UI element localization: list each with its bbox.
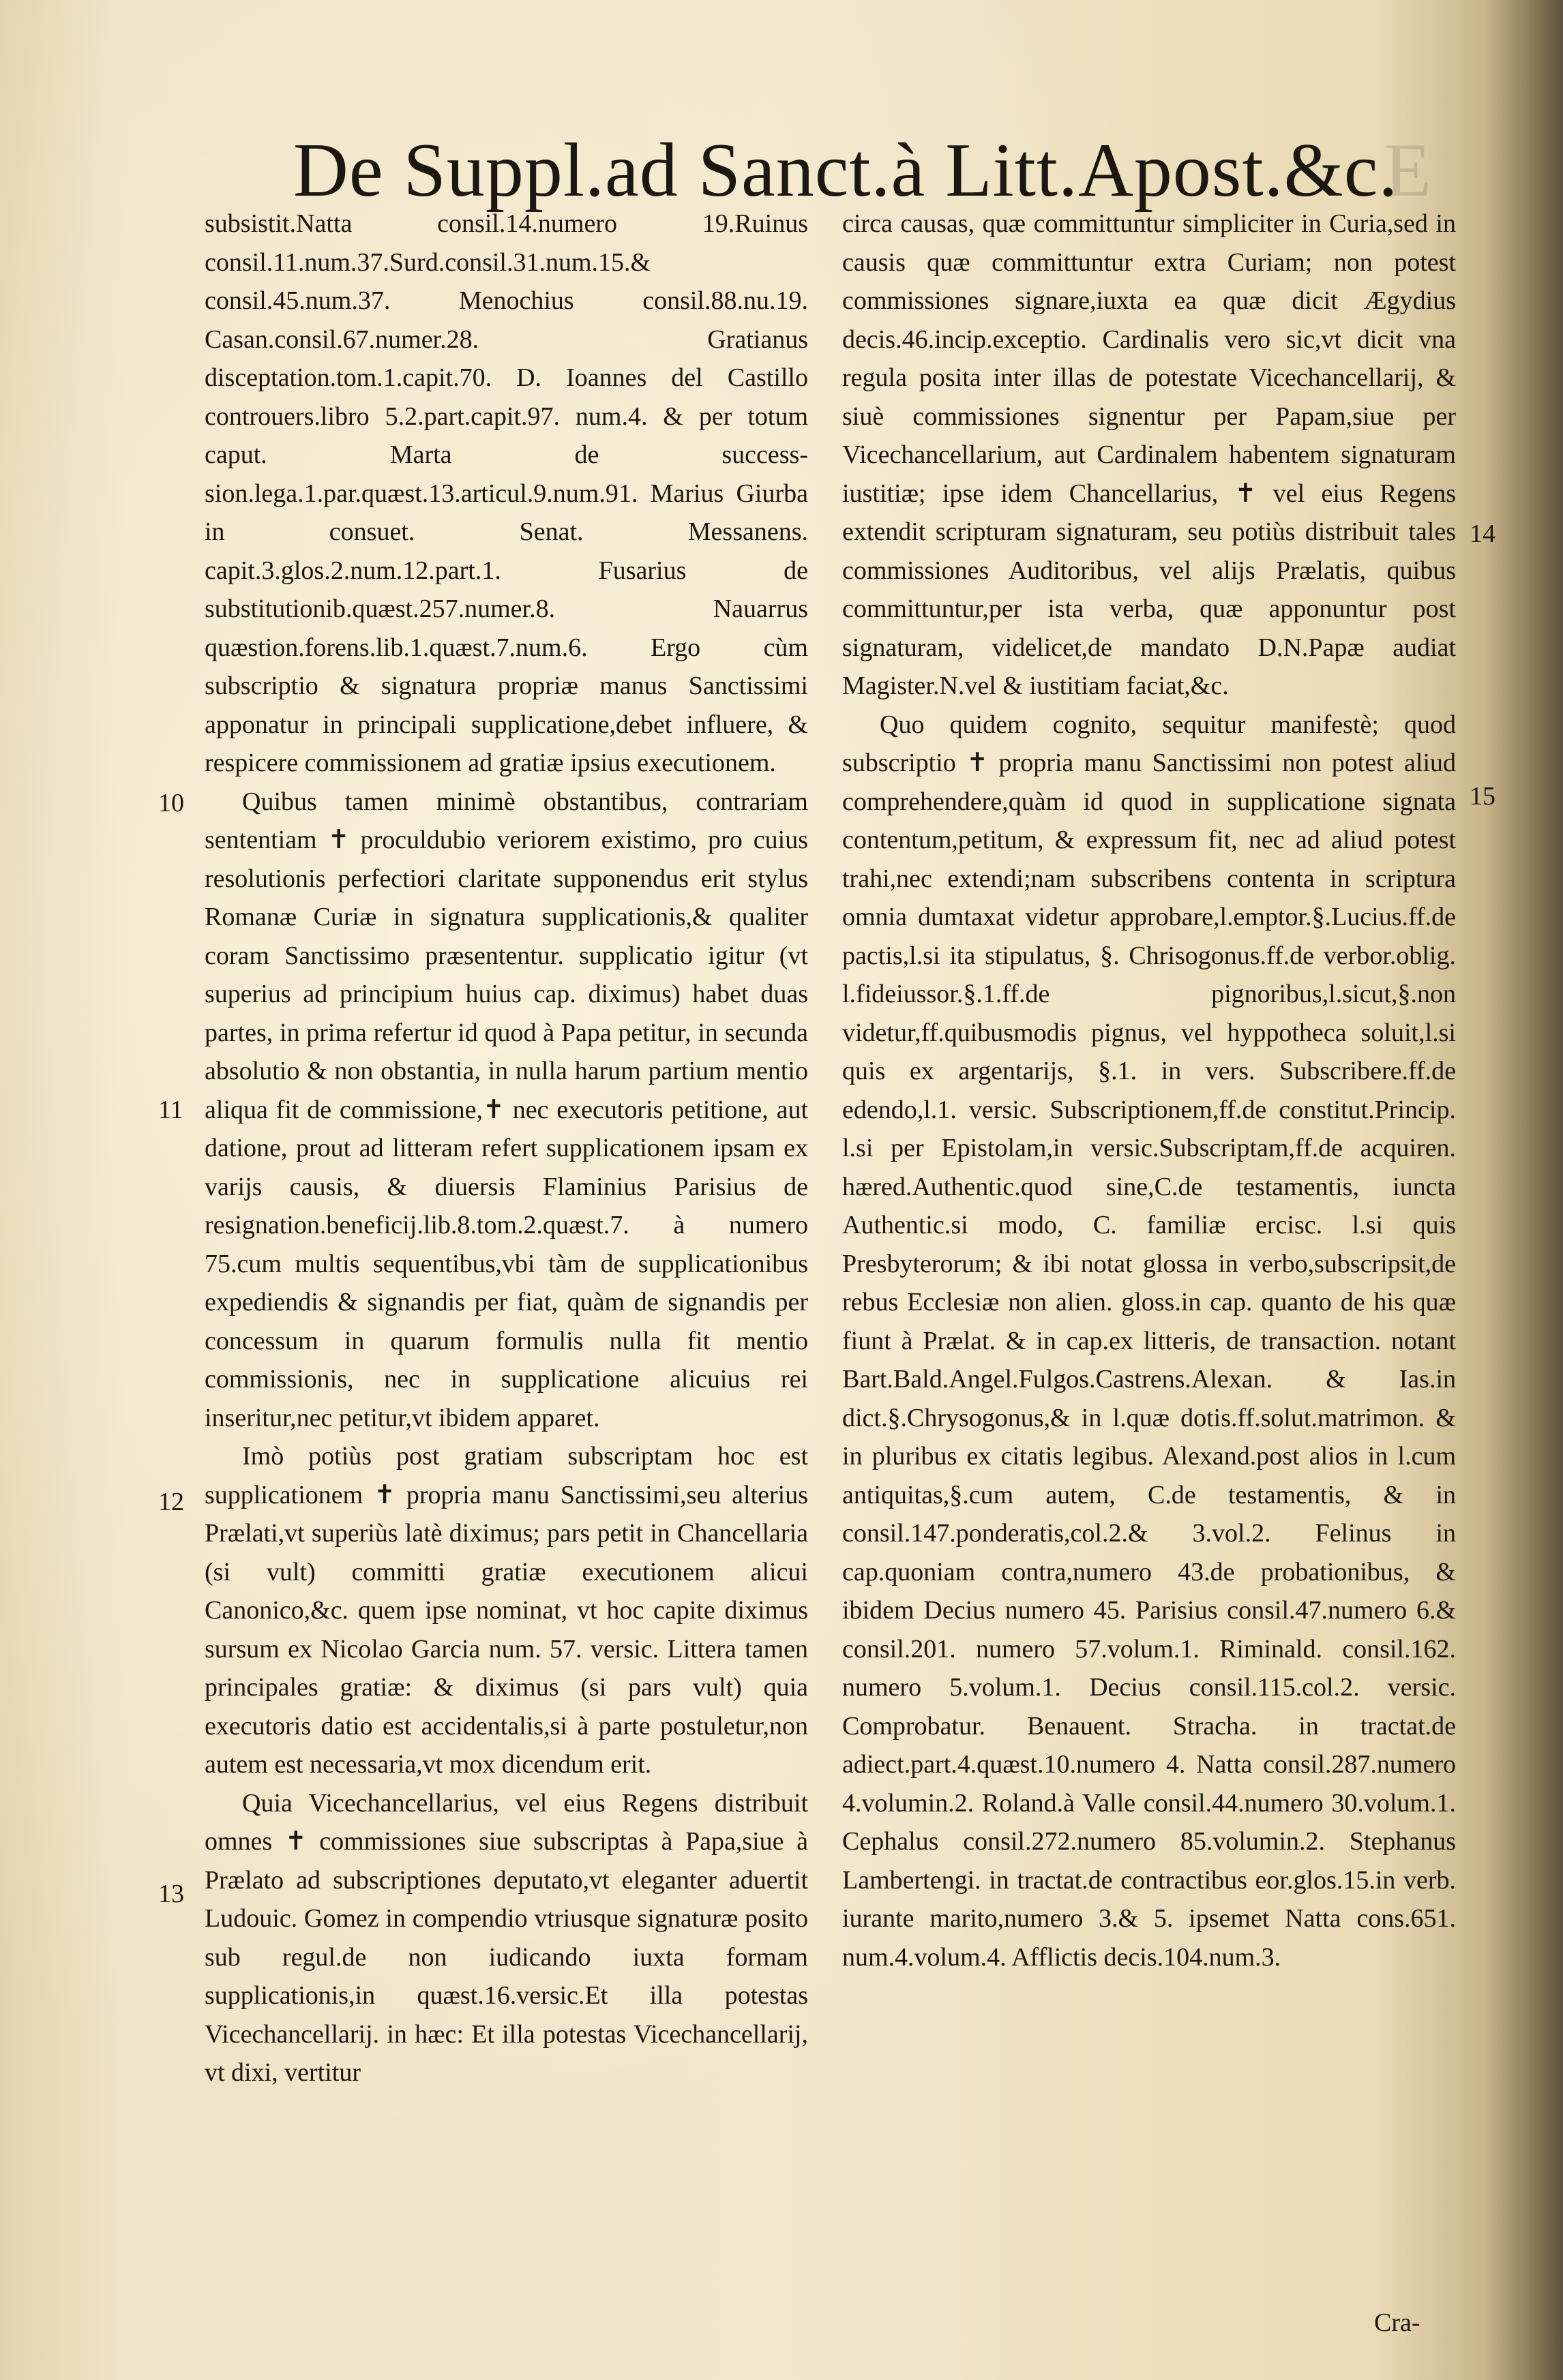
left-column — [205, 205, 808, 2092]
margin-number: 13 — [158, 1880, 184, 1908]
paragraph: Quibus tamen minimè obstantibus, contrariam sententiam ✝ proculdubio veriorem existimo, pro cuius resolutionis perfectiori claritate supponendus erit stylus Romanæ Curiæ in signatura supplicationis,& qualiter coram Sanctissimo præsententur. supplicatio igitur (vt superius ad principium huius cap. diximus) habet duas partes, in prima refertur id quod à Papa petitur, in secunda absolutio & non obstantia, in nulla harum partium mentio aliqua fit de commissione,✝ nec executoris petitione, aut datione, prout ad litteram refert supplicationem ipsam ex varijs causis, & diuersis Flaminius Parisius de resignation.beneficij.lib.8.tom.2.quæst.7. à numero 75.cum multis sequentibus,vbi tàm de supplicationibus expediendis & signandis per fiat, quàm de signandis per concessum in quarum formulis nulla fit mentio commissionis, nec in supplicatione alicuius rei inseritur,nec petitur,vt ibidem apparet. — [205, 787, 808, 1432]
paragraph: Quo quidem cognito, sequitur manifestè; quod subscriptio ✝ propria manu Sanctissimi non potest aliud comprehendere,quàm id quod in supplicatione signata contentum,petitum, & expressum fit, nec ad aliud potest trahi,nec extendi;nam subscribens contenta in scriptura omnia dumtaxat videtur approbare,l.emptor.§.Lucius.ff.de pactis,l.si ita stipulatus, §. Chrisogonus.ff.de verbor.oblig. l.fideiussor.§.1.ff.de pignoribus,l.sicut,§.non videtur,ff.quibusmodis pignus, vel hyppotheca soluit,l.si quis ex argentarijs, §.1. in vers. Subscribere.ff.de edendo,l.1. versic. Subscriptionem,ff.de constitut.Princip. l.si per Epistolam,in versic.Subscriptam,ff.de acquiren. hæred.Authentic.quod sine,C.de testamentis, iuncta Authentic.si modo, C. familiæ ercisc. l.si quis Presbyterorum; & ibi notat glossa in verbo,subscripsit,de rebus Ecclesiæ non alien. gloss.in cap. quanto de his quæ fiunt à Prælat. & in cap.ex litteris, de transaction. notant Bart.Bald.Angel.Fulgos.Castrens.Alexan. & Ias.in dict.§.Chrysogonus,& in l.quæ dotis.ff.solut.matrimon. & in pluribus ex citatis legibus. Alexand.post alios in l.cum antiquitas,§.cum autem, C.de testamentis, & in consil.147.ponderatis,col.2.& 3.vol.2. Felinus in cap.quoniam contra,numero 43.de probationibus, & ibidem Decius numero 45. Parisius consil.47.numero 6.& consil.201. numero 57.volum.1. Riminald. consil.162. numero 5.volum.1. Decius consil.115.col.2. versic. Comprobatur. Benauent. Stracha. in tractat.de adiect.part.4.quæst.10.numero 4. Natta consil.287.numero 4.volumin.2. Roland.à Valle consil.44.numero 30.volum.1. Cephalus consil.272.numero 85.volumin.2. Stephanus Lambertengi. in tractat.de contractibus eor.glos.15.in verb. iurante marito,numero 3.& 5. ipsemet Natta cons.651. num.4.volum.4. Afflictis decis.104.num.3. — [842, 710, 1456, 1972]
catchword: Cra- — [1374, 2308, 1420, 2337]
paragraph: circa causas, quæ committuntur simpliciter in Curia,sed in causis quæ committuntur extra Curiam; non potest commissiones signare,iuxta ea quæ dicit Ægydius decis.46.incip.exceptio. Cardinalis vero sic,vt dicit vna regula posita inter illas de potestate Vicechancellarij, & siuè commissiones signentur per Papam,siue per Vicechancellarium, aut Cardinalem habentem signaturam iustitiæ; ipse idem Chancellarius, ✝ vel eius Regens extendit scripturam signaturam, seu potiùs distribuit tales commissiones Auditoribus, vel alijs Prælatis, quibus committuntur,per ista verba, quæ apponuntur post signaturam, videlicet,de mandato D.N.Papæ audiat Magister.N.vel & iustitiam faciat,&c. — [842, 209, 1456, 700]
margin-number: 12 — [158, 1488, 184, 1516]
paragraph: Imò potiùs post gratiam subscriptam hoc est supplicationem ✝ propria manu Sanctissimi,seu alterius Prælati,vt superiùs latè diximus; pars petit in Chancellaria (si vult) committi gratiæ executionem alicui Canonico,&c. quem ipse nominat, vt hoc capite diximus sursum ex Nicolao Garcia num. 57. versic. Littera tamen principales gratiæ: & diximus (si pars vult) quia executoris datio est accidentalis,si à parte postuletur,non autem est necessaria,vt mox dicendum erit. — [205, 1442, 808, 1779]
margin-number: 14 — [1470, 519, 1495, 548]
margin-number: 11 — [158, 1096, 183, 1124]
right-column — [842, 205, 1456, 1976]
margin-number: 15 — [1470, 782, 1495, 811]
running-header: De Suppl.ad Sanct.à Litt.Apost.&c. — [293, 128, 1399, 213]
margin-number: 10 — [158, 789, 184, 817]
bleed-through-letter: E — [1384, 128, 1431, 213]
paragraph: subsistit.Natta consil.14.numero 19.Ruinus consil.11.num.37.Surd.consil.31.num.15.& consil.45.num.37. Menochius consil.88.nu.19. Casan.consil.67.numer.28. Gratianus disceptation.tom.1.capit.70. D. Ioannes del Castillo controuers.libro 5.2.part.capit.97. num.4. & per totum caput. Marta de successsion.lega.1.par.quæst.13.articul.9.num.91. Marius Giurba in consuet. Senat. Messanens. capit.3.glos.2.num.12.part.1. Fusarius de substitutionib.quæst.257.numer.8. Nauarrus quæstion.forens.lib.1.quæst.7.num.6. Ergo cùm subscriptio & signatura propriæ manus Sanctissimi apponatur in principali supplicatione,debet influere, & respicere commissionem ad gratiæ ipsius executionem. — [205, 209, 808, 777]
paragraph: Quia Vicechancellarius, vel eius Regens distribuit omnes ✝ commissiones siue subscriptas à Papa,siue à Prælato ad subscriptiones deputato,vt eleganter aduertit Ludouic. Gomez in compendio vtriusque signaturæ posito sub regul.de non iudicando iuxta formam supplicationis,in quæst.16.versic.Et illa potestas Vicechancellarij. in hæc: Et illa potestas Vicechancellarij, vt dixi, vertitur — [205, 1788, 808, 2087]
